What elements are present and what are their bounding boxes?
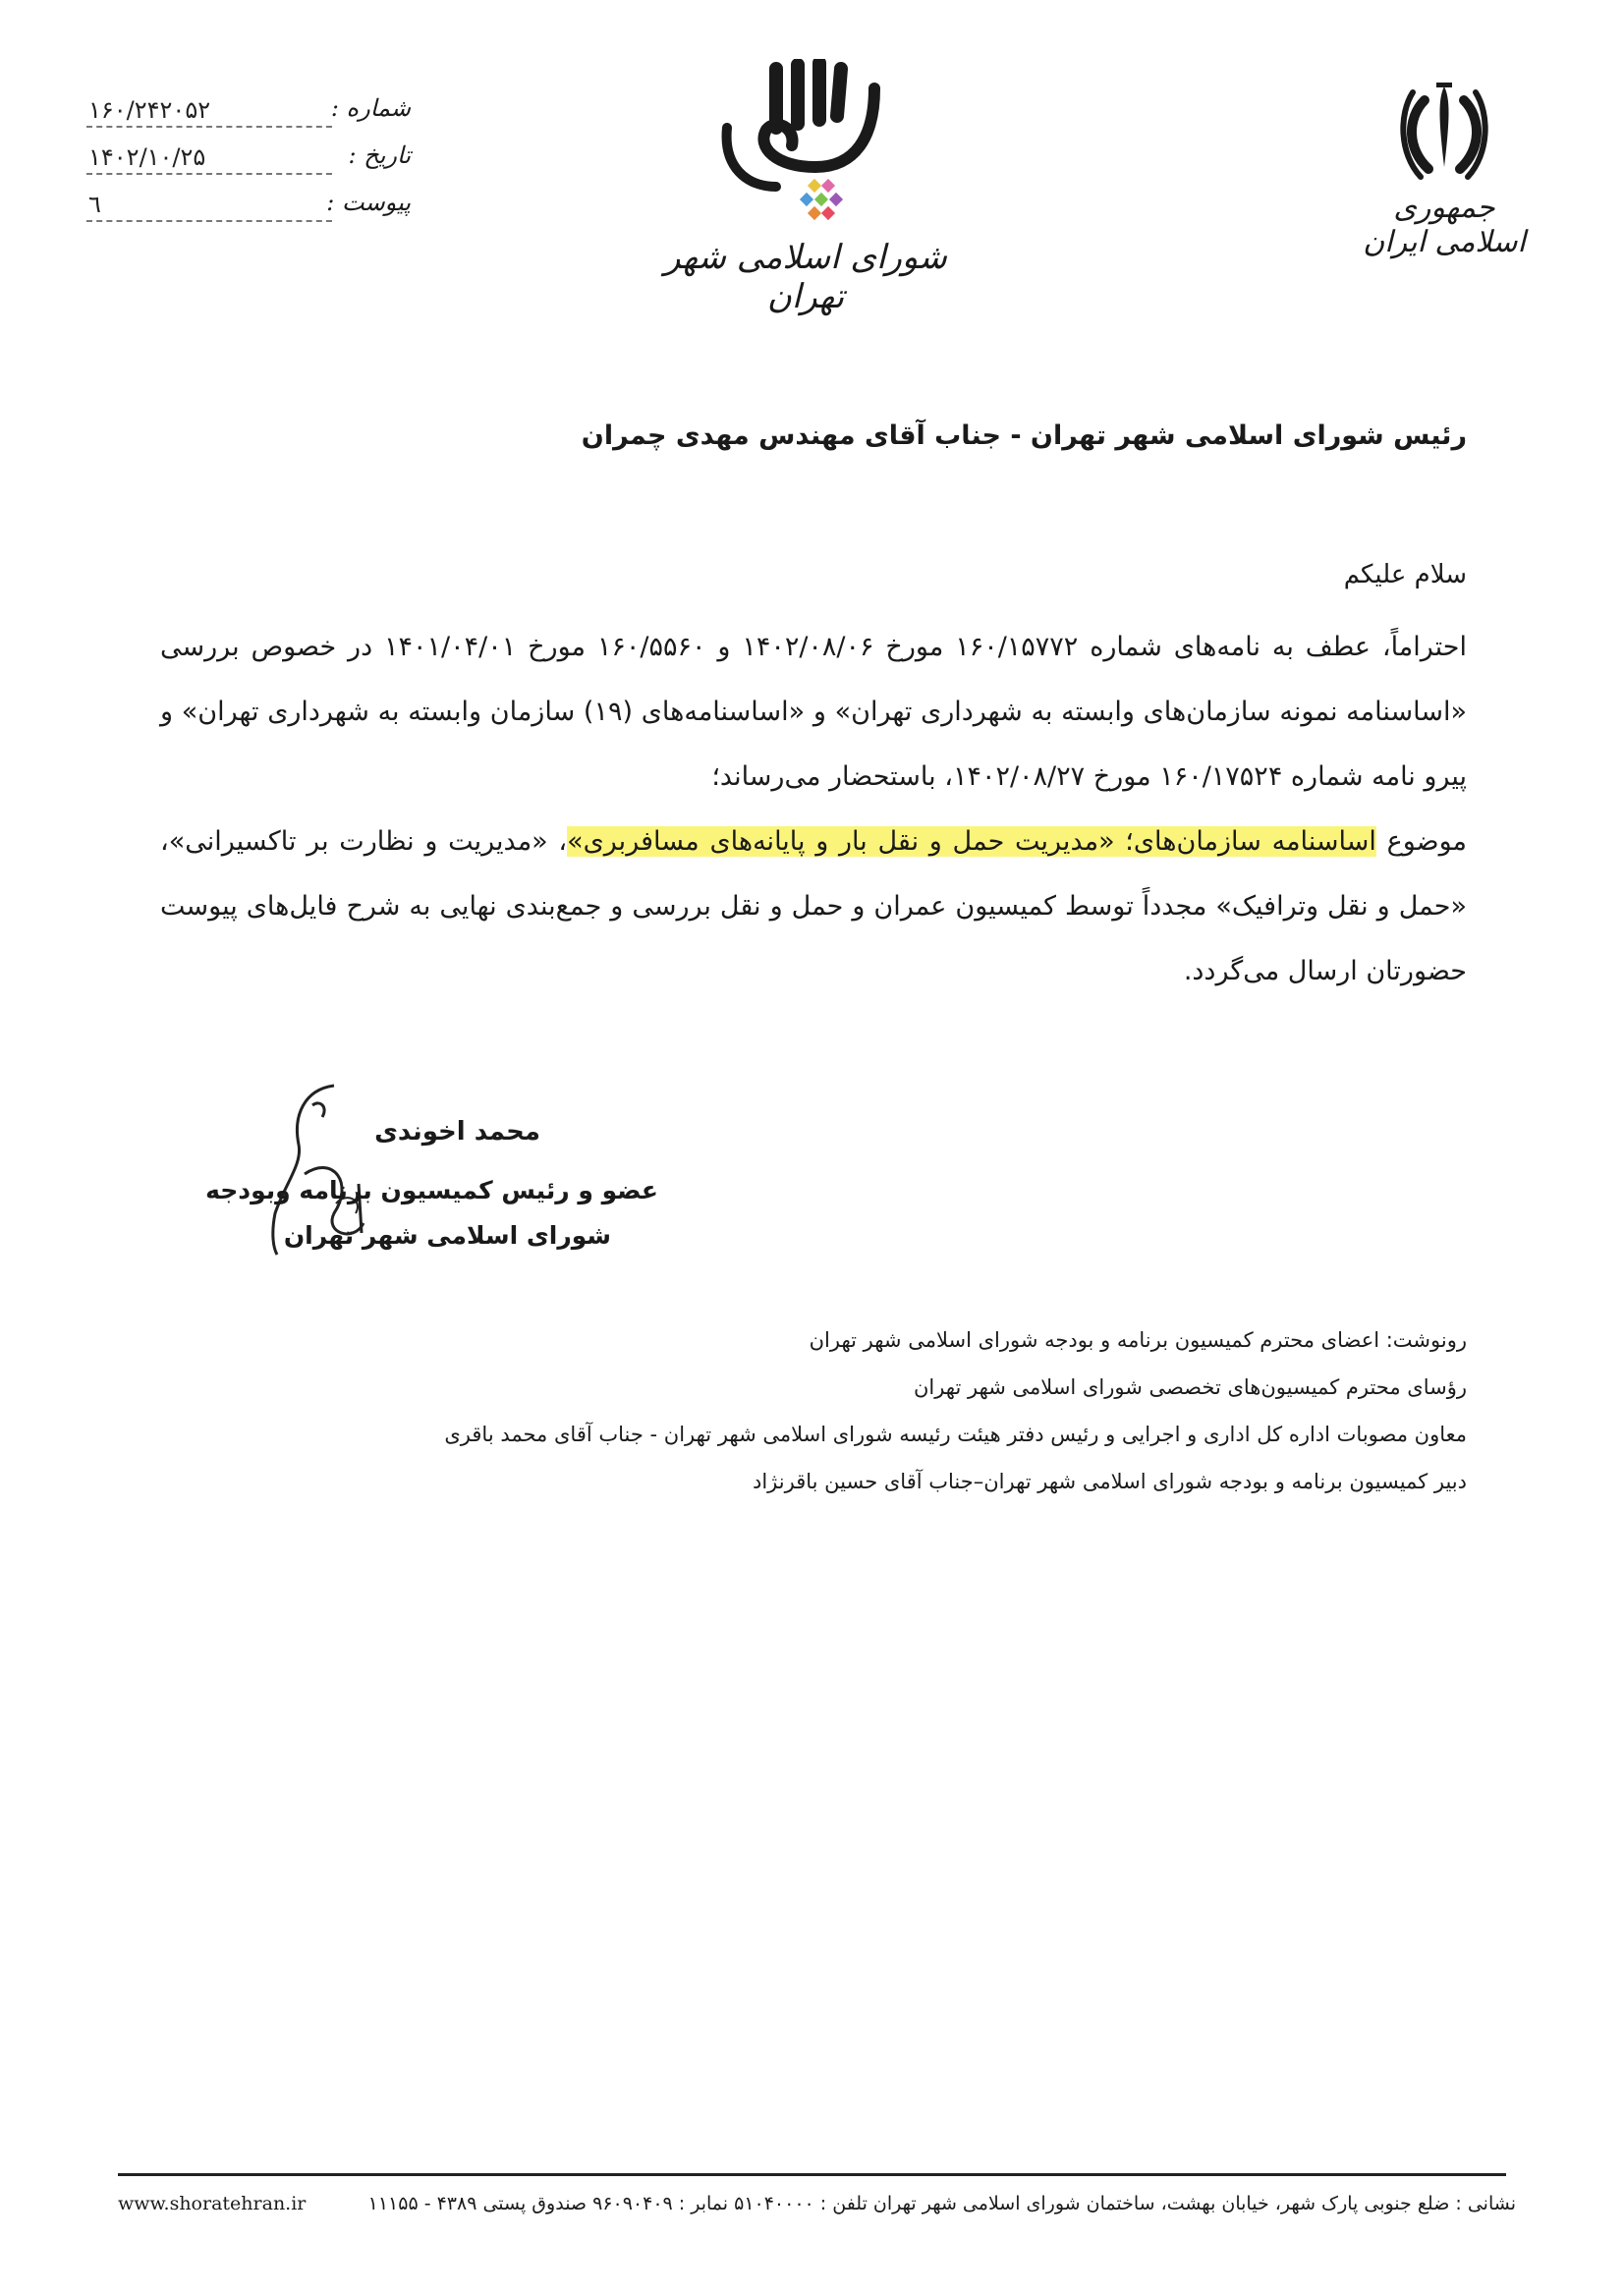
emblem-caption: جمهوری اسلامی ایران	[1363, 191, 1526, 259]
iran-emblem-icon	[1385, 79, 1503, 187]
meta-attachment-value: ٦	[88, 191, 101, 218]
recipient-line: رئیس شورای اسلامی شهر تهران - جناب آقای مهندس مهدی چمران	[581, 420, 1467, 451]
cc-list	[288, 1316, 1467, 1505]
signer-organization: شورای اسلامی شهر تهران	[283, 1221, 611, 1250]
meta-date-label: تاریخ :	[348, 141, 411, 169]
signer-title: عضو و رئیس کمیسیون برنامه وبودجه	[205, 1176, 658, 1204]
meta-number-label: شماره :	[330, 94, 411, 122]
meta-date-line	[86, 173, 332, 175]
footer	[118, 2193, 1516, 2226]
council-logo	[629, 59, 982, 316]
letter-body	[160, 615, 1467, 1004]
meta-date-value: ۱۴۰۲/۱۰/۲۵	[88, 143, 206, 171]
greeting: سلام علیکم	[1343, 560, 1467, 589]
cc-item: رونوشت: اعضای محترم کمیسیون برنامه و بودجه شورای اسلامی شهر تهران	[809, 1328, 1467, 1352]
meta-number-line	[86, 126, 332, 128]
meta-number	[86, 94, 411, 141]
signer-name: محمد اخوندی	[374, 1117, 540, 1147]
paragraph-2-start: موضوع	[1375, 826, 1467, 857]
body-paragraph-2	[160, 810, 1467, 1004]
meta-date	[86, 141, 411, 189]
cc-item: دبیر کمیسیون برنامه و بودجه شورای اسلامی شهر تهران–جناب آقای حسین باقرنژاد	[753, 1470, 1467, 1493]
meta-attachment-line	[86, 220, 332, 222]
footer-divider	[118, 2173, 1506, 2176]
footer-website: www.shoratehran.ir	[118, 2193, 307, 2214]
paragraph-2-end: ، «مدیریت و نظارت بر تاکسیرانی»، «حمل و نقل وترافیک» مجدداً توسط کمیسیون عمران و حمل و نقل بررسی و جمع‌بندی نهایی به شرح فایل‌های پیوست حضورتان ارسال می‌گردد.	[160, 826, 1467, 986]
council-caption: شورای اسلامی شهر تهران	[664, 238, 947, 316]
body-paragraph-1: احتراماً، عطف به نامه‌های شماره ۱۶۰/۱۵۷۷۲ مورخ ۱۴۰۲/۰۸/۰۶ و ۱۶۰/۵۵۶۰ مورخ ۱۴۰۱/۰۴/۰۱ در خصوص بررسی «اساسنامه نمونه سازمان‌های وابسته به شهرداری تهران» و «اساسنامه‌های (۱۹) سازمان وابسته به شهرداری تهران» و پیرو نامه شماره ۱۶۰/۱۷۵۲۴ مورخ ۱۴۰۲/۰۸/۲۷، باستحضار می‌رساند؛	[160, 632, 1467, 792]
cc-item: رؤسای محترم کمیسیون‌های تخصصی شورای اسلامی شهر تهران	[913, 1375, 1467, 1399]
meta-attachment	[86, 189, 411, 236]
footer-address: نشانی : ضلع جنوبی پارک شهر، خیابان بهشت، ساختمان شورای اسلامی شهر تهران تلفن : ۵۱۰۴۰۰۰۰ نمابر : ۹۶۰۹۰۴۰۹ صندوق پستی ۴۳۸۹ - ۱۱۱۵۵	[367, 2193, 1516, 2214]
letter-meta	[86, 94, 411, 236]
cc-item: معاون مصوبات اداره کل اداری و اجرایی و رئیس دفتر هیئت رئیسه شورای اسلامی شهر تهران - جناب آقای محمد باقری	[444, 1423, 1467, 1446]
council-logo-icon	[707, 59, 904, 236]
meta-number-value: ۱۶۰/۲۴۲۰۵۲	[88, 96, 211, 124]
highlighted-text: اساسنامه سازمان‌های؛ «مدیریت حمل و نقل بار و پایانه‌های مسافربری»	[567, 826, 1376, 857]
iran-emblem	[1351, 79, 1538, 259]
meta-attachment-label: پیوست :	[326, 189, 411, 216]
